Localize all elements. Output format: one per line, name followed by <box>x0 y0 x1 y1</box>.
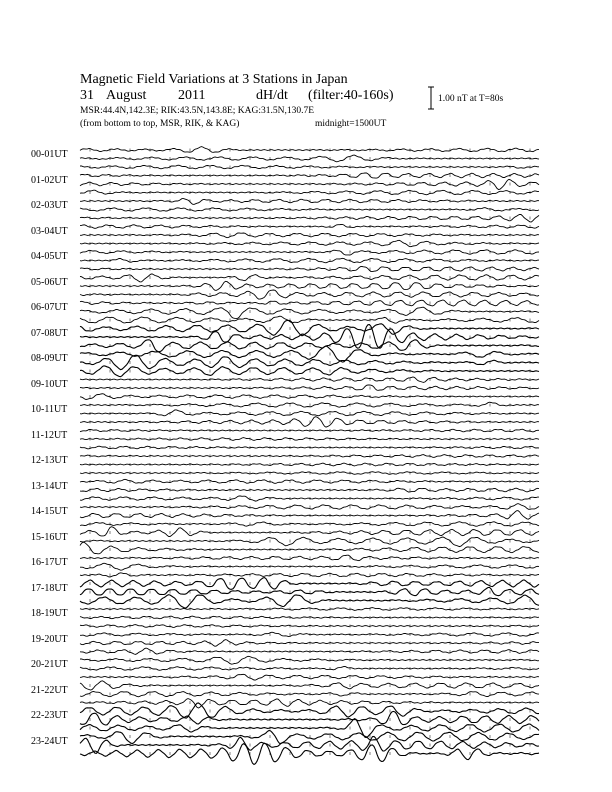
hour-label: 01-02UT <box>31 174 68 186</box>
hour-label: 03-04UT <box>31 225 68 237</box>
hour-label: 15-16UT <box>31 531 68 543</box>
hour-label: 19-20UT <box>31 633 68 645</box>
hour-label: 21-22UT <box>31 684 68 696</box>
hour-label: 17-18UT <box>31 582 68 594</box>
hour-label: 00-01UT <box>31 149 68 160</box>
hour-label: 22-23UT <box>31 710 68 721</box>
hour-label: 14-15UT <box>31 506 68 517</box>
scale-bar <box>428 87 434 109</box>
hour-label: 10-11UT <box>31 404 68 415</box>
station-coordinates: MSR:44.4N,142.3E; RIK:43.5N,143.8E; KAG:31.5N,130.7E <box>80 106 315 116</box>
midnight-note: midnight=1500UT <box>315 119 387 129</box>
chart-title: Magnetic Field Variations at 3 Stations in Japan <box>80 72 348 87</box>
hour-label: 16-17UT <box>31 557 68 568</box>
hour-label: 05-06UT <box>31 276 68 288</box>
hour-label: 09-10UT <box>31 378 68 390</box>
hour-label: 23-24UT <box>31 735 68 747</box>
quantity-label: dH/dt <box>256 88 288 103</box>
hour-label: 12-13UT <box>31 455 68 466</box>
hour-label: 20-21UT <box>31 659 68 670</box>
hour-label: 02-03UT <box>31 200 68 211</box>
hour-label: 18-19UT <box>31 608 68 619</box>
hour-label: 13-14UT <box>31 480 68 492</box>
hour-label: 07-08UT <box>31 327 68 339</box>
date-day: 31 <box>80 88 94 103</box>
order-note: (from bottom to top, MSR, RIK, & KAG) <box>80 119 240 129</box>
filter-label: (filter:40-160s) <box>308 88 394 103</box>
hour-label: 08-09UT <box>31 353 68 364</box>
date-year: 2011 <box>178 88 206 103</box>
date-month: August <box>106 88 147 103</box>
hour-label: 11-12UT <box>31 429 68 441</box>
scale-bar-label: 1.00 nT at T=80s <box>438 94 504 104</box>
hour-label: 04-05UT <box>31 251 68 262</box>
hour-label: 06-07UT <box>31 302 68 313</box>
